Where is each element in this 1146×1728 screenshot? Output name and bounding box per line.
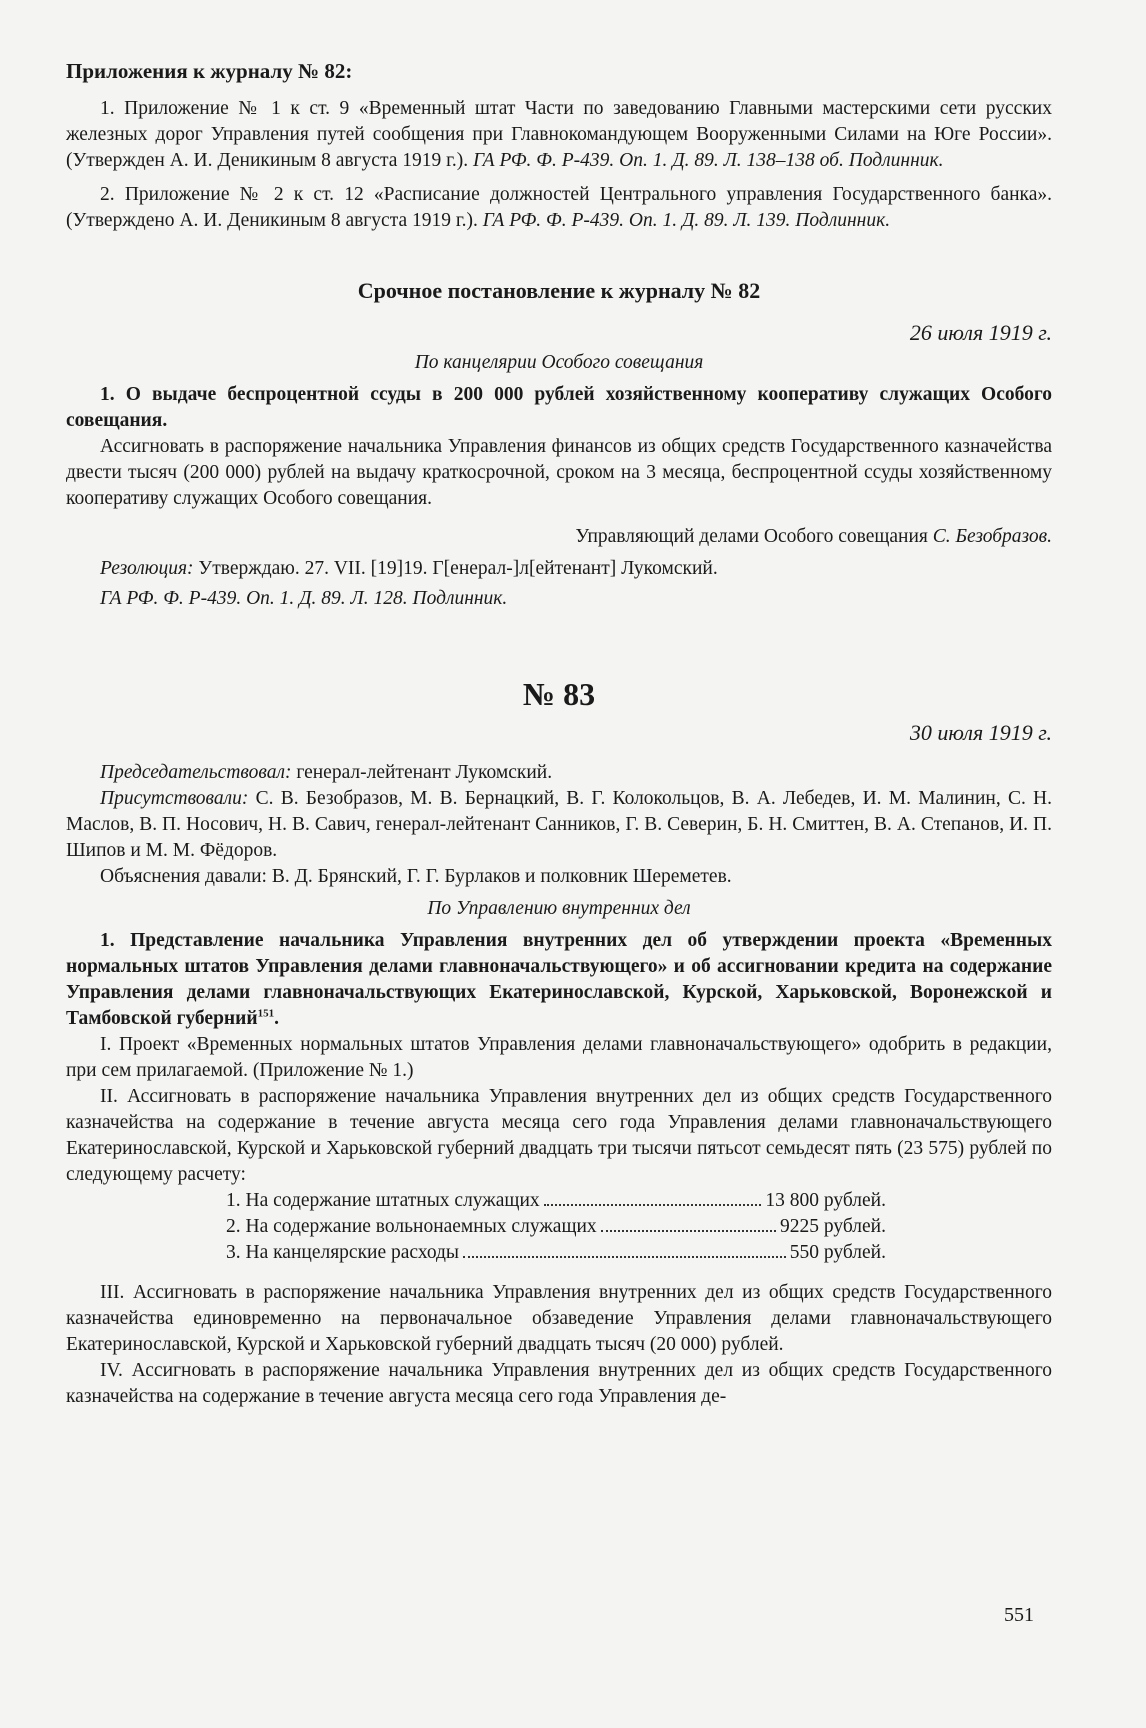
journal-item-1-title: 1. Представление начальника Управления внутренних дел об утверждении проекта «Временных нормальных штатов Управления делами главноначальствующего» и об ассигновании кредита на содержание Управления делами главноначальствующих Екатеринославской, Курской, Харьковской, Воронежской и Тамбовской губерний$^{151}$. xyxy=(66,930,1052,1029)
appendix-item-1 xyxy=(66,96,1052,174)
calc-value: 550 рублей. xyxy=(789,1242,886,1263)
chair-text: генерал-лейтенант Лукомский. xyxy=(296,762,553,783)
urgent-item-title: 1. О выдаче беспроцентной ссуды в 200 000 рублей хозяйственному кооперативу служащих Особого совещания. xyxy=(66,384,1052,431)
calc-row xyxy=(226,1214,886,1240)
calc-row xyxy=(226,1240,886,1266)
journal-para-2: II. Ассигновать в распоряжение начальника Управления внутренних дел из общих средств Государственного казначейства на содержание в течение августа месяца сего года Управления делами главноначальствующего Екатеринославской, Курской и Харьковской губерний двадцать три тысячи пятьсот семьдесят пять (23 575) рублей по следующему расчету: xyxy=(66,1086,1052,1185)
leader-dots xyxy=(601,1230,776,1232)
urgent-resolution-title: Срочное постановление к журналу № 82 xyxy=(357,278,761,303)
resolution-text: Утверждаю. 27. VII. [19]19. Г[енерал-]л[ейтенант] Лукомский. xyxy=(198,558,718,579)
appendix-item-2-source: ГА РФ. Ф. Р-439. Оп. 1. Д. 89. Л. 139. Подлинник. xyxy=(482,210,891,231)
journal-para-4: IV. Ассигновать в распоряжение начальника Управления внутренних дел из общих средств Государственного казначейства на содержание в течение августа месяца сего года Управления де- xyxy=(66,1360,1052,1407)
urgent-source: ГА РФ. Ф. Р-439. Оп. 1. Д. 89. Л. 128. Подлинник. xyxy=(100,588,508,609)
signature-name: С. Безобразов. xyxy=(932,526,1052,547)
urgent-signature xyxy=(66,524,1052,550)
page-number: 551 xyxy=(1004,1604,1034,1626)
chair-label: Председательствовал: xyxy=(100,762,292,783)
urgent-date: 26 июля 1919 г. xyxy=(909,320,1052,345)
appendix-item-2-text: 2. Приложение № 2 к ст. 12 «Расписание должностей Центрального управления Государственного банка». (Утверждено А. И. Деникиным 8 августа 1919 г.). xyxy=(66,184,1052,231)
calc-row xyxy=(226,1188,886,1214)
journal-date: 30 июля 1919 г. xyxy=(909,720,1052,745)
journal-department: По Управлению внутренних дел xyxy=(427,898,691,919)
urgent-department: По канцелярии Особого совещания xyxy=(414,352,704,373)
appendix-item-2 xyxy=(66,182,1052,234)
leader-dots xyxy=(463,1256,786,1258)
explanations-line: Объяснения давали: В. Д. Брянский, Г. Г. Бурлаков и полковник Шереметев. xyxy=(100,866,732,887)
calc-label: 3. На канцелярские расходы xyxy=(226,1242,460,1263)
leader-dots xyxy=(544,1204,762,1206)
resolution-label: Резолюция: xyxy=(100,558,194,579)
page-content xyxy=(66,58,1052,1410)
calc-value: 9225 рублей. xyxy=(780,1216,886,1237)
urgent-resolution xyxy=(66,556,1052,582)
present-text: С. В. Безобразов, М. В. Бернацкий, В. Г. Колокольцов, В. А. Лебедев, И. М. Малинин, С. Н. Маслов, В. П. Носович, Н. В. Савич, генерал-лейтенант Санников, Г. В. Северин, Б. Н. Смиттен, В. А. Степанов, И. П. Шипов и М. М. Фёдоров. xyxy=(66,788,1052,861)
footnote-ref: 151 xyxy=(257,1007,275,1020)
appendix-item-1-text: 1. Приложение № 1 к ст. 9 «Временный штат Части по заведованию Главными мастерскими сети русских железных дорог Управления путей сообщения при Главнокомандующем Вооруженными Силами на Юге России». (Утвержден А. И. Деникиным 8 августа 1919 г.). xyxy=(66,98,1052,171)
journal-para-1: I. Проект «Временных нормальных штатов Управления делами главноначальствующего» одобрить в редакции, при сем прилагаемой. (Приложение № 1.) xyxy=(66,1034,1052,1081)
appendices-heading: Приложения к журналу № 82: xyxy=(66,59,353,83)
journal-para-3: III. Ассигновать в распоряжение начальника Управления внутренних дел из общих средств Государственного казначейства единовременно на первоначальное обзаведение Управления делами главноначальствующего Екатеринославской, Курской и Харьковской губерний двадцать тысяч (20 000) рублей. xyxy=(66,1282,1052,1355)
calculation-list xyxy=(226,1188,886,1266)
calc-value: 13 800 рублей. xyxy=(765,1190,886,1211)
journal-number: № 83 xyxy=(522,676,596,712)
present-line xyxy=(66,786,1052,864)
journal-item-1-title-text: 1. Представление начальника Управления внутренних дел об утверждении проекта «Временных нормальных штатов Управления делами главноначальствующего» и об ассигновании кредита на содержание Управления делами главноначальствующих Екатеринославской, Курской, Харьковской, Воронежской и Тамбовской губерний xyxy=(66,930,1052,1029)
present-label: Присутствовали: xyxy=(100,788,249,809)
chair-line xyxy=(66,760,1052,786)
calc-label: 1. На содержание штатных служащих xyxy=(226,1190,540,1211)
urgent-item-body: Ассигновать в распоряжение начальника Управления финансов из общих средств Государственного казначейства двести тысяч (200 000) рублей на выдачу краткосрочной, сроком на 3 месяца, беспроцентной ссуды хозяйственному кооперативу служащих Особого совещания. xyxy=(66,436,1052,509)
calc-label: 2. На содержание вольнонаемных служащих xyxy=(226,1216,597,1237)
signature-label: Управляющий делами Особого совещания xyxy=(575,526,928,547)
appendix-item-1-source: ГА РФ. Ф. Р-439. Оп. 1. Д. 89. Л. 138–138 об. Подлинник. xyxy=(473,150,944,171)
